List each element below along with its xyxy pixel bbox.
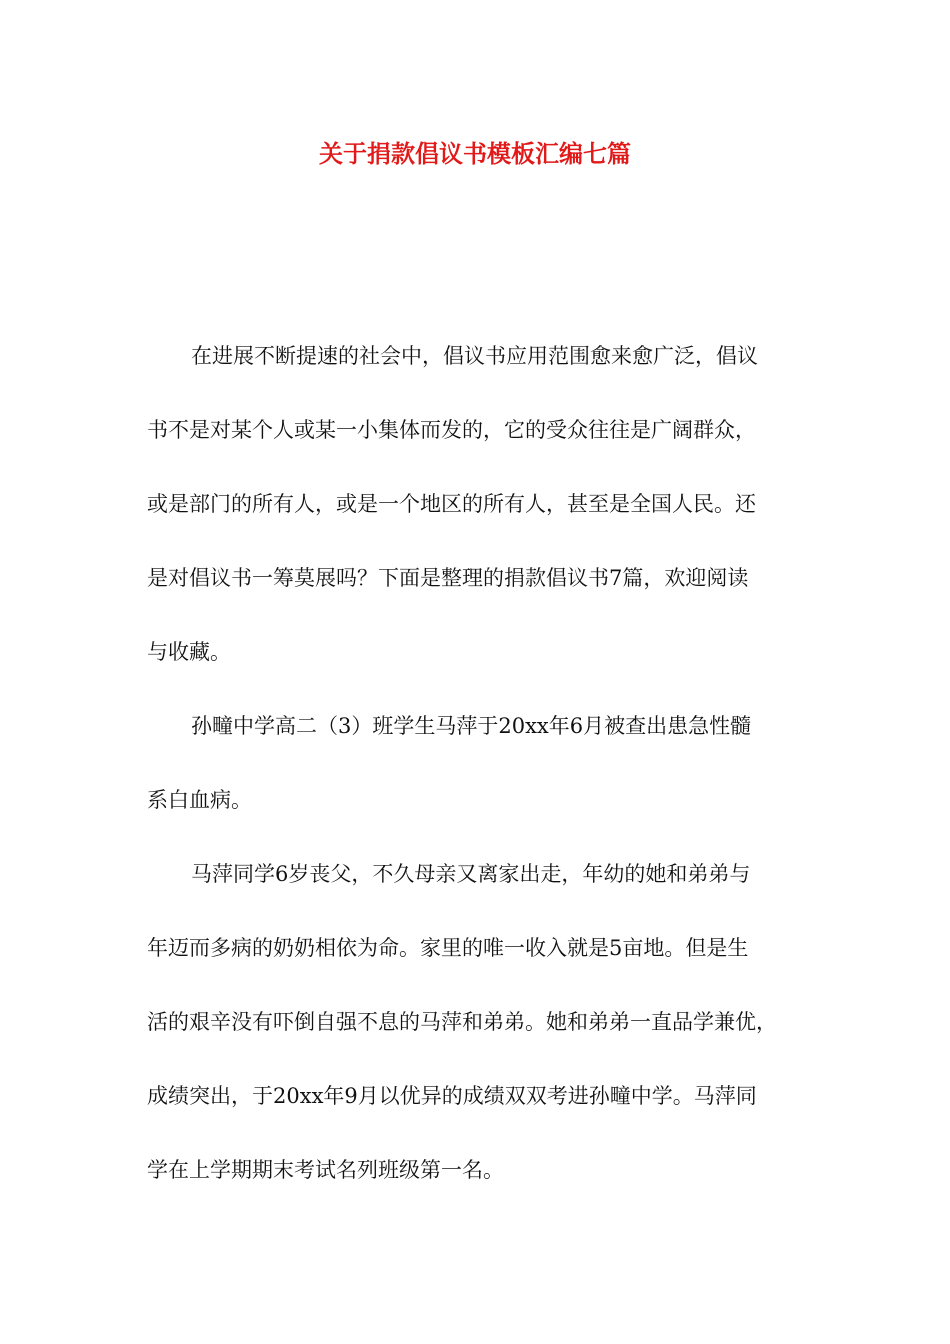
document-body (147, 319, 807, 1207)
text-line: 在进展不断提速的社会中，倡议书应用范围愈来愈广泛，倡议 (191, 344, 758, 368)
document-title: 关于捐款倡议书模板汇编七篇 (319, 139, 631, 168)
text-line: 书不是对某个人或某一小集体而发的，它的受众往往是广阔群众， (147, 418, 756, 442)
text-line: 年迈而多病的奶奶相依为命。家里的唯一收入就是5亩地。但是生 (147, 936, 749, 960)
text-line: 成绩突出，于20xx年9月以优异的成绩双双考进孙疃中学。马萍同 (147, 1084, 757, 1108)
text-line: 是对倡议书一筹莫展吗？下面是整理的捐款倡议书7篇，欢迎阅读 (147, 566, 749, 590)
text-line: 与收藏。 (147, 640, 231, 664)
paragraph-intro (147, 319, 807, 689)
text-line: 学在上学期期末考试名列班级第一名。 (147, 1158, 504, 1182)
paragraph-student-background (147, 837, 807, 1207)
text-line: 或是部门的所有人，或是一个地区的所有人，甚至是全国人民。还 (147, 492, 756, 516)
paragraph-student-diagnosis (147, 689, 807, 837)
text-line: 孙疃中学高二（3）班学生马萍于20xx年6月被查出患急性髓 (191, 714, 752, 738)
text-line: 系白血病。 (147, 788, 252, 812)
text-line: 活的艰辛没有吓倒自强不息的马萍和弟弟。她和弟弟一直品学兼优， (147, 1010, 777, 1034)
text-line: 马萍同学6岁丧父，不久母亲又离家出走，年幼的她和弟弟与 (191, 862, 751, 886)
